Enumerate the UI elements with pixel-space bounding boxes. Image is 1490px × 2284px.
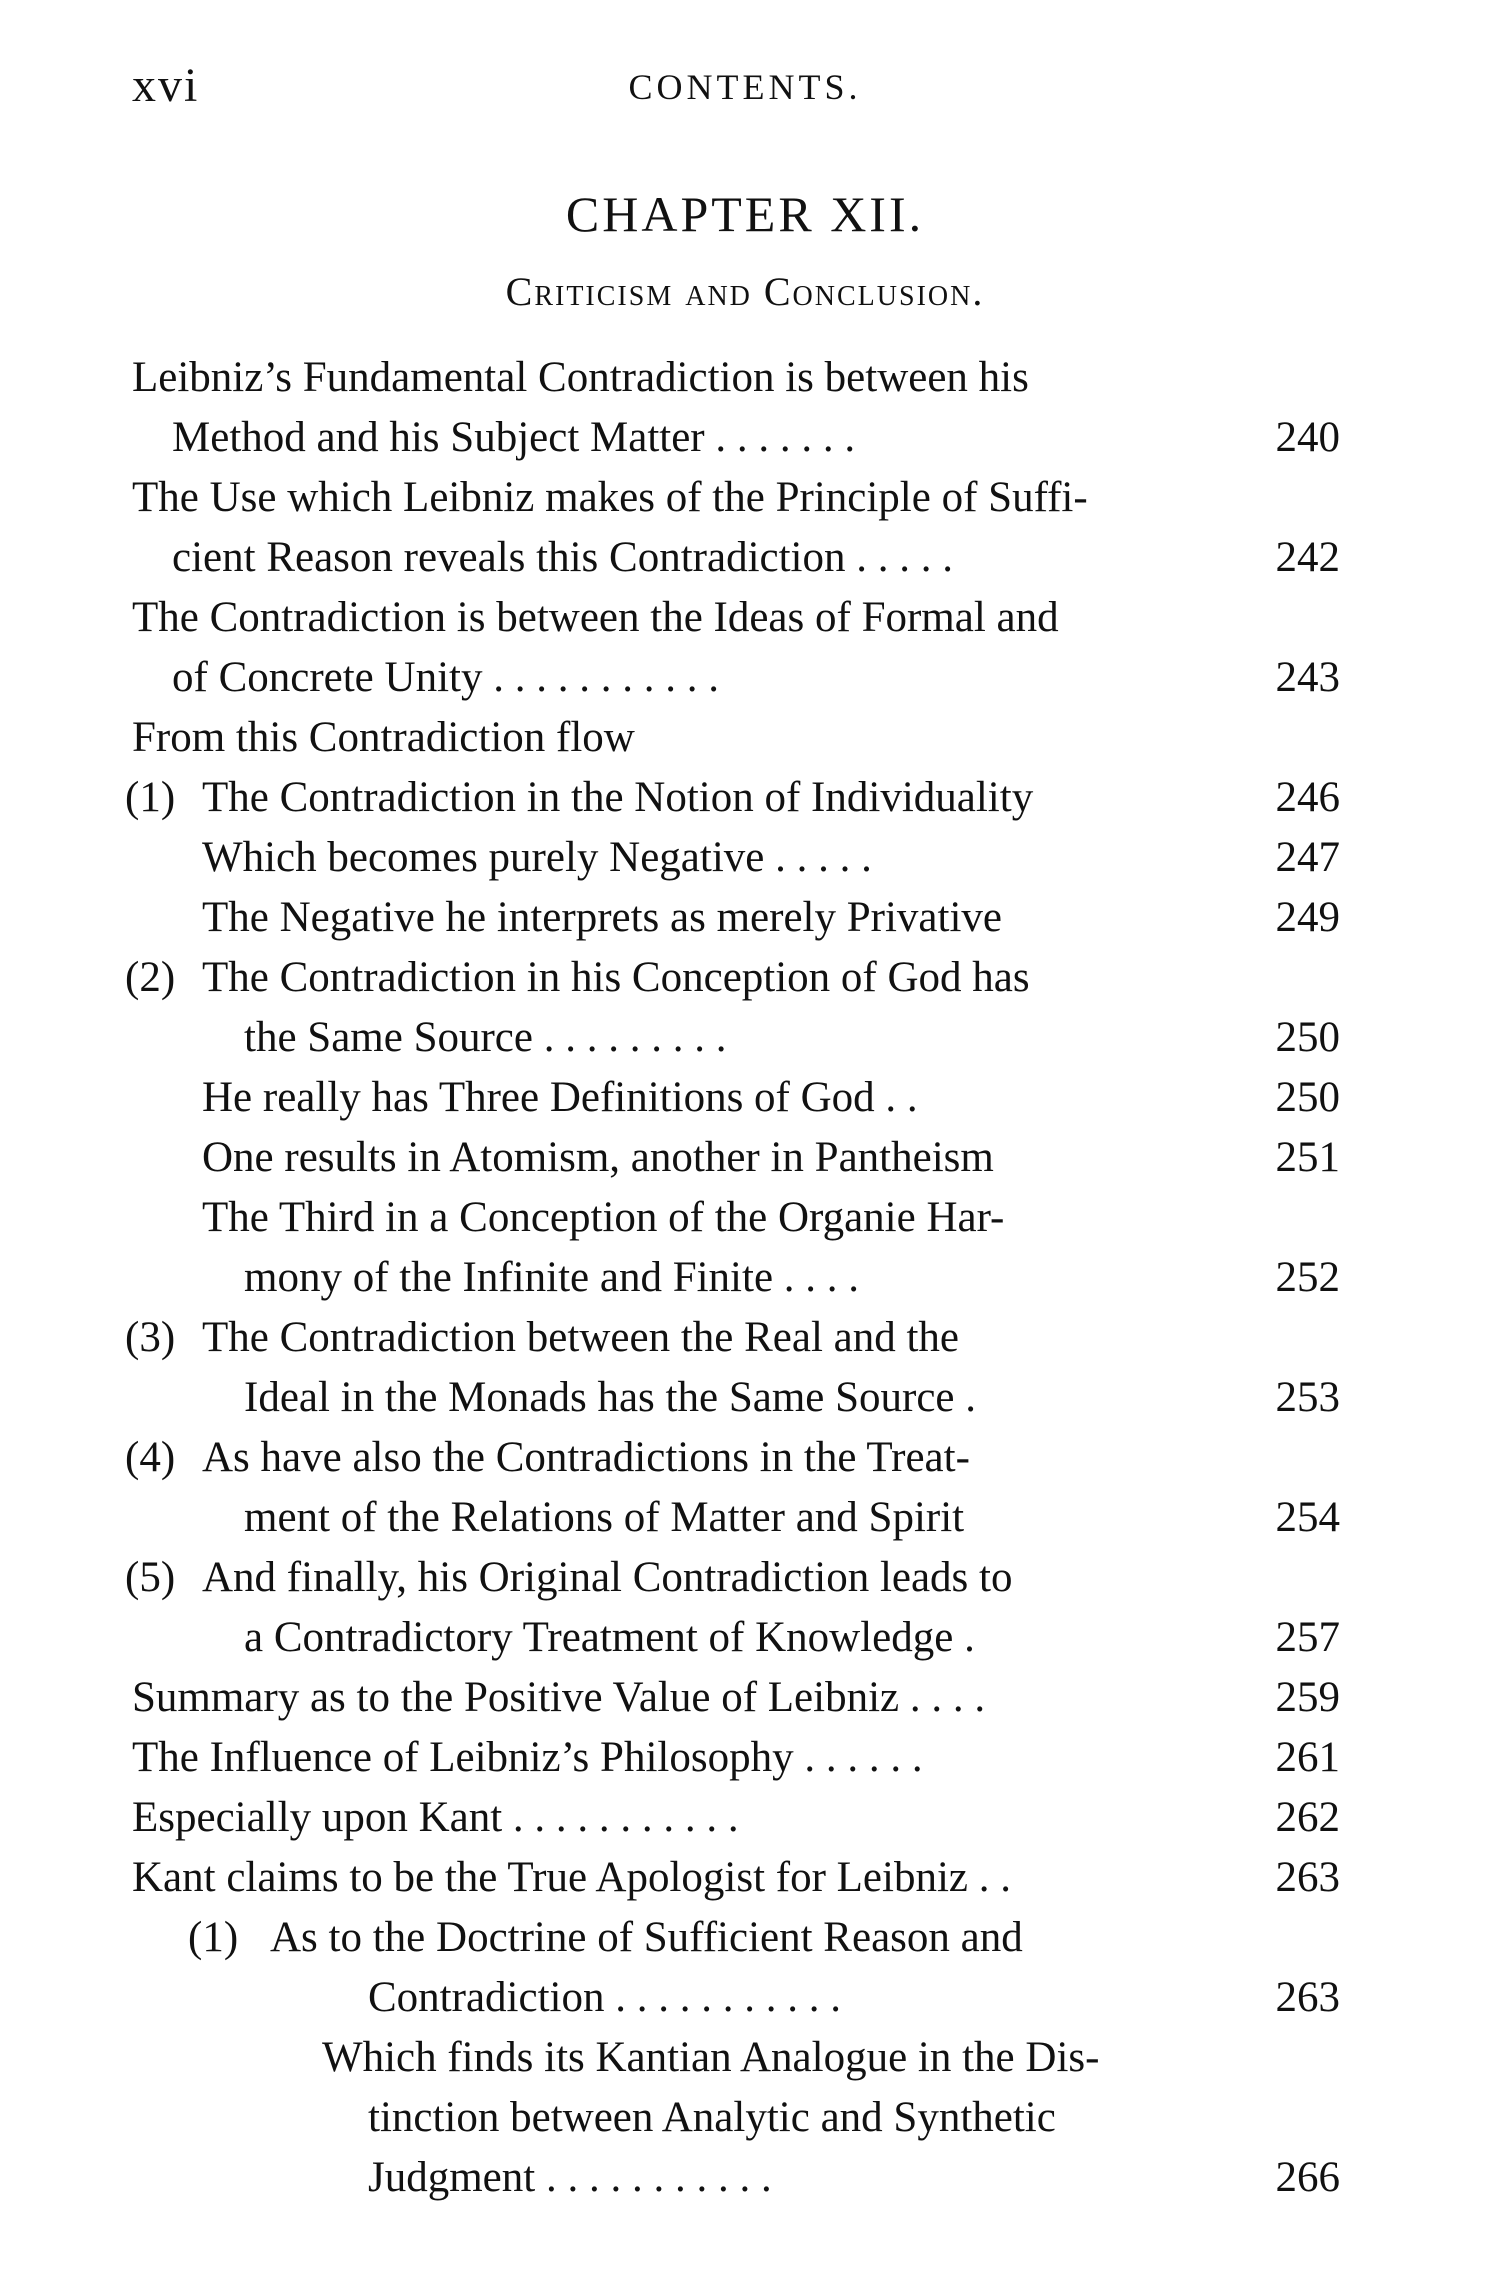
toc-entry (0, 1608, 1490, 1668)
toc-entry-text: The Negative he interprets as merely Privative (202, 894, 1002, 941)
toc-entry-text: cient Reason reveals this Contradiction . . . . . (172, 534, 953, 581)
toc-entry-text: Method and his Subject Matter . . . . . . . (172, 414, 856, 461)
toc-page-number: 254 (1275, 1494, 1340, 1541)
toc-entry (0, 588, 1490, 648)
toc-page-number: 249 (1275, 894, 1340, 941)
toc-entry-text: Judgment . . . . . . . . . . . (368, 2154, 772, 2201)
toc-page-number: 259 (1275, 1674, 1340, 1721)
toc-page-number: 266 (1275, 2154, 1340, 2201)
page-header (0, 58, 1490, 118)
toc-entry-text: ment of the Relations of Matter and Spirit (244, 1494, 965, 1541)
toc-entry-text: The Contradiction in the Notion of Individuality (202, 774, 1034, 821)
toc-entry (0, 408, 1490, 468)
toc-entry (0, 1668, 1490, 1728)
toc-entry (0, 1908, 1490, 1968)
toc-entry-text: Leibniz’s Fundamental Contradiction is between his (132, 354, 1029, 401)
toc-entry (0, 948, 1490, 1008)
toc-entry-text: Especially upon Kant . . . . . . . . . . . (132, 1794, 739, 1841)
toc-entry-text: of Concrete Unity . . . . . . . . . . . (172, 654, 719, 701)
toc-entry (0, 828, 1490, 888)
toc-entry (0, 648, 1490, 708)
toc-page-number: 246 (1275, 774, 1340, 821)
toc-entry-text: Which finds its Kantian Analogue in the Dis- (322, 2034, 1100, 2081)
toc-entry (0, 1488, 1490, 1548)
toc-page-number: 247 (1275, 834, 1340, 881)
toc-item-number: (1) (125, 774, 176, 821)
toc-page-number: 250 (1275, 1074, 1340, 1121)
toc-entry (0, 2028, 1490, 2088)
toc-page-number: 263 (1275, 1854, 1340, 1901)
toc-entry-text: Ideal in the Monads has the Same Source . (244, 1374, 977, 1421)
toc-entry-text: From this Contradiction flow (132, 714, 635, 761)
toc-entry-text: a Contradictory Treatment of Knowledge . (244, 1614, 975, 1661)
toc-entry-text: Summary as to the Positive Value of Leibniz . . . . (132, 1674, 986, 1721)
toc-entry (0, 1068, 1490, 1128)
toc-page-number: 252 (1275, 1254, 1340, 1301)
toc-entry (0, 348, 1490, 408)
toc-item-number: (2) (125, 954, 176, 1001)
toc-entry-text: The Contradiction between the Real and the (202, 1314, 960, 1361)
toc-entry-text: The Influence of Leibniz’s Philosophy . . . . . . (132, 1734, 923, 1781)
toc-page-number: 251 (1275, 1134, 1340, 1181)
toc-item-number: (1) (188, 1914, 239, 1961)
toc-page-number: 261 (1275, 1734, 1340, 1781)
toc-entry (0, 1008, 1490, 1068)
toc-entry-text: As have also the Contradictions in the Treat- (202, 1434, 970, 1481)
toc-item-number: (5) (125, 1554, 176, 1601)
toc-entry-text: One results in Atomism, another in Pantheism (202, 1134, 994, 1181)
toc-entry-text: The Contradiction in his Conception of God has (202, 954, 1030, 1001)
toc-entry (0, 2088, 1490, 2148)
toc-page-number: 250 (1275, 1014, 1340, 1061)
toc-entry-text: The Third in a Conception of the Organie Har- (202, 1194, 1005, 1241)
toc-page-number: 262 (1275, 1794, 1340, 1841)
toc-page-number: 242 (1275, 534, 1340, 581)
toc-entry (0, 1308, 1490, 1368)
toc-entry (0, 888, 1490, 948)
toc-entry (0, 2148, 1490, 2208)
toc-entry (0, 1428, 1490, 1488)
toc-entry-text: mony of the Infinite and Finite . . . . (244, 1254, 860, 1301)
toc-entry-text: He really has Three Definitions of God . . (202, 1074, 918, 1121)
toc-page-number: 243 (1275, 654, 1340, 701)
toc-page-number: 257 (1275, 1614, 1340, 1661)
toc-entry (0, 1368, 1490, 1428)
page-number: xvi (132, 59, 200, 112)
chapter-subtitle: Criticism and Conclusion. (505, 269, 985, 314)
toc-entry (0, 1188, 1490, 1248)
toc-entry-text: Which becomes purely Negative . . . . . (202, 834, 872, 881)
toc-entry (0, 1788, 1490, 1848)
running-head: CONTENTS. (628, 67, 862, 107)
toc-entry-text: As to the Doctrine of Sufficient Reason and (270, 1914, 1023, 1961)
toc-entry (0, 708, 1490, 768)
toc-entry-text: the Same Source . . . . . . . . . (244, 1014, 727, 1061)
toc-page-number: 263 (1275, 1974, 1340, 2021)
toc-entry-text: And finally, his Original Contradiction leads to (202, 1554, 1013, 1601)
toc-entry-text: tinction between Analytic and Synthetic (368, 2094, 1056, 2141)
toc-entry (0, 1248, 1490, 1308)
toc-entry-text: The Contradiction is between the Ideas of Formal and (132, 594, 1059, 641)
toc-entry (0, 1728, 1490, 1788)
toc-entry (0, 1968, 1490, 2028)
toc-entry-text: Contradiction . . . . . . . . . . . (368, 1974, 841, 2021)
chapter-title: CHAPTER XII. (565, 186, 925, 242)
toc-entry-text: The Use which Leibniz makes of the Principle of Suffi- (132, 474, 1088, 521)
toc-entry-text: Kant claims to be the True Apologist for Leibniz . . (132, 1854, 1012, 1901)
toc-item-number: (4) (125, 1434, 176, 1481)
toc-page-number: 253 (1275, 1374, 1340, 1421)
toc-entry (0, 1548, 1490, 1608)
toc-entry (0, 768, 1490, 828)
toc-item-number: (3) (125, 1314, 176, 1361)
toc-entry (0, 528, 1490, 588)
toc-entry (0, 1848, 1490, 1908)
toc-page-number: 240 (1275, 414, 1340, 461)
toc-entry (0, 1128, 1490, 1188)
toc-entry (0, 468, 1490, 528)
